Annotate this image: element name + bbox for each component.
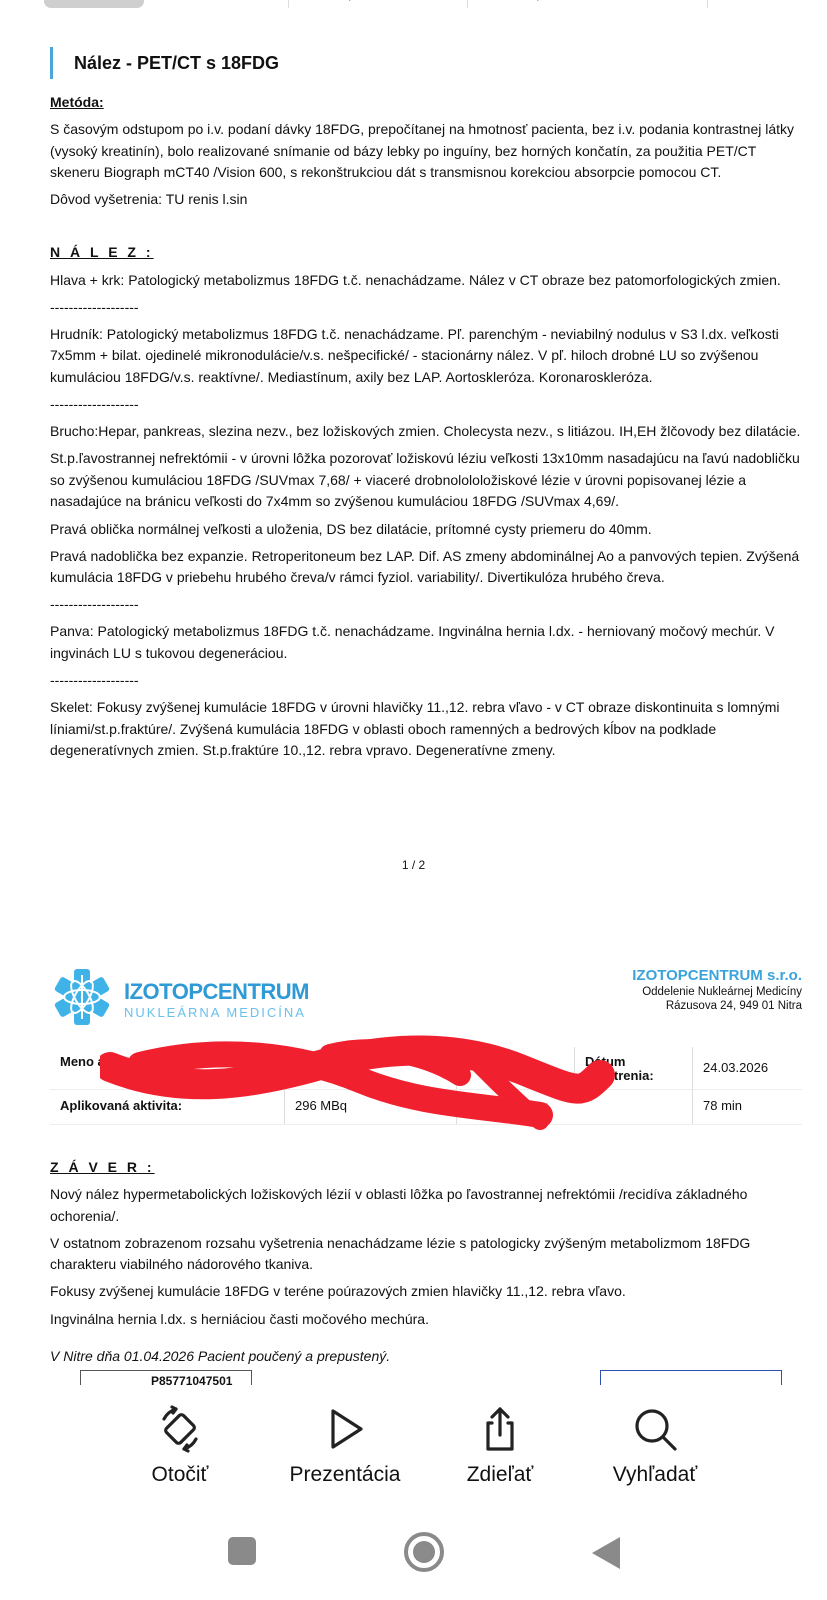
scan-label: Snímanie po:: [457, 1090, 693, 1124]
conclusion-heading: Z Á V E R :: [50, 1159, 155, 1175]
activity-label: Aplikovaná aktivita:: [50, 1090, 285, 1124]
exam-reason: Dôvod vyšetrenia: TU renis l.sin: [50, 191, 248, 208]
activity-value: 296 MBq: [285, 1090, 457, 1124]
izotopcentrum-logo: [50, 965, 310, 1025]
separator: -------------------: [50, 396, 139, 413]
presentation-button[interactable]: [265, 1405, 425, 1487]
rotate-button[interactable]: [100, 1405, 260, 1487]
search-button[interactable]: [575, 1405, 735, 1487]
finding-abdomen-2: St.p.ľavostrannej nefrektómii - v úrovni lôžka pozorovať ložiskovú léziu veľkosti 13x10mm nasadajúcu na ľavú nadobličku so zvýšenou kumuláciou 18FDG /SUVmax 7,68/ + viaceré drobnolololožiskové lézie v úrovni popisovanej lézie a nasadajúce na bránicu veľkosti do 7x4mm so zvýšenou kumuláciou 18FDG /SUVmax 4,69/.: [50, 450, 800, 510]
closing-line: V Nitre dňa 01.04.2026 Pacient poučený a prepustený.: [50, 1348, 391, 1365]
finding-pelvis: Panva: Patologický metabolizmus 18FDG t.č. nenachádzame. Ingvinálna hernia l.dx. - herniovaný močový mechúr. V ingvinách LU s tukovou degeneráciou.: [50, 623, 775, 661]
stamp-code: P85771047501: [151, 1374, 233, 1385]
rotate-icon: [156, 1405, 204, 1453]
system-navigation-bar: [0, 1505, 827, 1600]
search-icon: [631, 1405, 679, 1453]
name-label: Meno a priezvisko:: [50, 1047, 285, 1089]
top-scan-label: [468, 0, 708, 8]
logo-title: IZOTOPCENTRUM: [124, 979, 309, 1004]
company-name: IZOTOPCENTRUM s.r.o.: [632, 967, 802, 984]
findings-heading: N Á L E Z :: [50, 244, 154, 261]
presentation-label: Prezentácia: [289, 1463, 401, 1486]
share-label: Zdieľať: [466, 1463, 534, 1486]
redaction-scribble: [100, 1025, 620, 1145]
section-title: Nález - PET/CT s 18FDG: [50, 47, 279, 79]
bottom-toolbar: [0, 1385, 827, 1505]
finding-skeleton: Skelet: Fokusy zvýšenej kumulácie 18FDG v úrovni hlavičky 11.,12. rebra vľavo - v CT obraze diskontinuita s lomnými líniami/st.p.fraktúre/. Zvýšená kumulácia 18FDG v oblasti oboch ramenných a bedrových kĺbov na podklade degeneratívnych zmien. St.p.fraktúre 10.,12. rebra vpravo. Degeneratívne zmeny.: [50, 699, 780, 759]
method-heading: Metóda:: [50, 94, 104, 110]
rotate-label: Otočiť: [151, 1463, 209, 1486]
finding-abdomen-4: Pravá nadoblička bez expanzie. Retroperitoneum bez LAP. Dif. AS zmeny abdominálnej Ao a panvových tepien. Zvýšená kumulácia 18FDG v priebehu hrubého čreva/v rámci fyziol. variability/. Divertikulóza hrubého čreva.: [50, 547, 800, 586]
separator: -------------------: [50, 596, 139, 613]
share-button[interactable]: [420, 1405, 580, 1487]
back-icon[interactable]: [590, 1535, 622, 1571]
company-info: [632, 967, 802, 1013]
top-scan-value: [708, 0, 802, 8]
department: Oddelenie Nukleárnej Medicíny: [642, 986, 802, 998]
page-number: 1 / 2: [401, 858, 426, 872]
date-label: Dátum vyšetrenia:: [575, 1047, 693, 1089]
stamp: [80, 1370, 252, 1385]
home-icon[interactable]: [402, 1530, 446, 1574]
conclusion-4: Ingvinálna hernia l.dx. s herniáciou časti močového mechúra.: [50, 1310, 429, 1327]
recents-icon[interactable]: [226, 1535, 258, 1567]
logo-subtitle: NUKLEÁRNA MEDICÍNA: [124, 1005, 306, 1020]
separator: -------------------: [50, 672, 139, 689]
conclusion-2: V ostatnom zobrazenom rozsahu vyšetrenia nenachádzame lézie s patologicky zvýšeným metabolizmom 18FDG charakteru viabilného nádorového tkaniva.: [50, 1234, 751, 1273]
conclusion-1: Nový nález hypermetabolických ložiskových lézií v oblasti lôžka po ľavostrannej nefrektómii /recidíva základného ochorenia/.: [50, 1186, 748, 1224]
finding-abdomen-3: Pravá oblička normálnej veľkosti a uloženia, DS bez dilatácie, prítomné cysty priemeru do 40mm.: [50, 520, 652, 537]
separator: -------------------: [50, 298, 139, 315]
search-label: Vyhľadať: [612, 1463, 698, 1486]
date-value: 24.03.2026: [703, 1060, 769, 1075]
share-icon: [476, 1405, 524, 1453]
top-activity-value: [289, 0, 468, 8]
birth-number-label: Rodné: [285, 1047, 457, 1089]
method-text: S časovým odstupom po i.v. podaní dávky 18FDG, prepočítanej na hmotnosť pacienta, bez i.v. podania kontrastnej látky (vysoký kreatinín), bolo realizované snímanie od bázy lebky po inguíny, bez horných končatín, za použitia PET/CT skeneru Biograph mCT40 /Vision 600, s rekonštrukciou dát s transmisnou korekciou absorpcie pomocou CT.: [50, 121, 795, 181]
conclusion-3: Fokusy zvýšenej kumulácie 18FDG v teréne poúrazových zmien hlavičky 11.,12. rebra vľavo.: [50, 1283, 626, 1300]
finding-chest: Hrudník: Patologický metabolizmus 18FDG t.č. nenachádzame. Pľ. parenchým - neviabilný nodulus v S3 l.dx. veľkosti 7x5mm + bilat. ojedinelé mikronodulácie/v.s. nešpecifické/ - stacionárny nález. V pľ. hiloch drobné LU so zvýšenou kumuláciou 18FDG/v.s. reaktívne/. Mediastínum, axily bez LAP. Aortoskleróza. Koronaroskleróza.: [50, 325, 779, 385]
finding-abdomen-1: Brucho:Hepar, pankreas, slezina nezv., bez ložiskových zmien. Cholecysta nezv., s litiázou. IH,EH žlčovody bez dilatácie.: [50, 423, 801, 440]
play-icon: [321, 1405, 369, 1453]
report-body: [50, 92, 802, 767]
document-page-2: [0, 965, 827, 1385]
info-table-partial-row: [50, 0, 802, 8]
scan-value: 78 min: [703, 1098, 743, 1113]
signature-stamp: [600, 1370, 782, 1385]
finding-head-neck: Hlava + krk: Patologický metabolizmus 18FDG t.č. nenachádzame. Nález v CT obraze bez patomorfologických zmien.: [50, 271, 781, 288]
caduceus-star-icon: [50, 965, 114, 1029]
address: Rázusova 24, 949 01 Nitra: [665, 1000, 802, 1012]
conclusion: [50, 1157, 802, 1373]
